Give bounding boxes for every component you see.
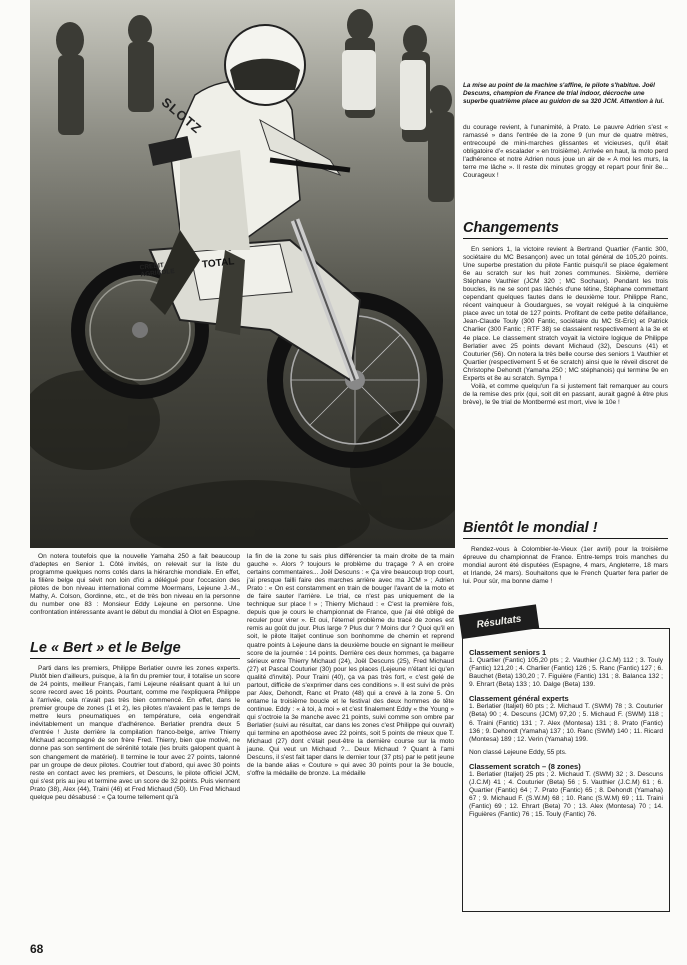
changements-paragraph-2: Voilà, et comme quelqu'un l'a si justement fait remarquer au cours de la remise des prix (qui, soit dit en passant, aurait gagné à être plus brève), le 9e trial de Montbermé est mort, vive le 10e ! <box>463 382 668 406</box>
mondial-text <box>463 546 668 586</box>
rider-photo <box>30 0 455 548</box>
results-non-classe: Non classé Lejeune Eddy, 55 pts. <box>469 748 567 756</box>
results-scratch-title: Classement scratch – (8 zones) <box>469 761 581 771</box>
results-box <box>462 628 670 912</box>
bert-belge-paragraph: Parti dans les premiers, Philippe Berlatier ouvre les zones experts. Plutôt bien d'ailleurs, puisque, à la fin du premier tour, il totalise un score de 24 points, meilleur Français, l'ami Lejeune réalisant quant à lui un score record avec 16 points. Pourtant, comme me l'expliquera Philippe à l'arrivée, cela n'avait pas très bien commencé. En effet, dans le premier groupe de zones (1 et 2), les pilotes n'avaient pas le temps de mettre leurs pneumatiques en température, cela engendrait inévitablement un manque d'adhérence. Berlatier prendra deux 5 d'entrée ! Juste derrière la compilation franco-belge, arrive Thierry Michaud accompagné de son frère Fred. Thierry, bien que motivé, ne donne pas son sentiment de sérénité totale (les bruits galopent quant à son changement de matériel). Il termine le tour avec 27 points, talonné par un groupe de deux pilotes. Coutrier tout d'abord, qui avec 30 points reste en contact avec les premiers, et Descuns, le pilote officiel JCM, qui s'est pris au jeu et termine avec un score de 32 points. Puis viennent Prato (38), Alex (44), Traini (46) et Fred Michaud (50). Un Fred Michaud quelque peu désabusé : « Ça tourne tellement qu'à <box>30 665 240 801</box>
rider-photo-illustration <box>30 0 455 548</box>
changements-text <box>463 246 668 407</box>
page-number: 68 <box>30 942 44 956</box>
sponsor-credit-agricole: CREDIT AGRICOLE <box>139 262 175 279</box>
middle-column-text <box>247 553 454 778</box>
sponsor-total: TOTAL <box>201 256 235 271</box>
results-experts-title: Classement général experts <box>469 694 569 704</box>
heading-bert-belge: Le « Bert » et le Belge <box>30 640 240 659</box>
rider-jersey-text: SLOTZ <box>158 94 205 137</box>
left-intro-paragraph: On notera toutefois que la nouvelle Yamaha 250 a fait beaucoup d'adeptes en Senior 1. Côté invités, on relevait sur la liste du programme quelques noms cotés dans la hiérarchie mondiale. En effet, la filière belge qui sévit non loin d'ici a délégué pour l'occasion des pilotes de bon niveau international comme Moermans, Lejeune J.-M., Mathy, A. Colson, Gordinne, etc., et de très bon niveau en la personne du number one 83 : Monsieur Eddy Lejeune en personne. Une confrontation intéressante avant le début du mondial à Olot en Espagne. <box>30 553 241 617</box>
bert-belge-text <box>30 665 240 802</box>
results-scratch-text: 1. Berlatier (Italjet) 25 pts ; 2. Michaud T. (SWM) 32 ; 3. Descuns (J.C.M) 41 ; 4. Couturier (Beta) 56 ; 5. Vauthier (J.C.M) 61 ; 6. Quartier (Fantic) 64 ; 7. Prato (Fantic) 65 ; 8. Dehondt (Yamaha) 67 ; 9. Michaud F. (S.W.M) 68 ; 10. Ranc (S.W.M) 69 ; 11. Traini (Fantic) 69 ; 12. Ehrart (Beta) 70 ; 13. Alex (Montesa) 70 ; 14. Figuières (Fantic) 76 ; 15. Touly (Fantic) 76. <box>469 770 663 819</box>
right-intro-text <box>463 124 668 180</box>
results-experts-text: 1. Berlatier (Italjet) 60 pts ; 2. Michaud T. (SWM) 78 ; 3. Couturier (Beta) 90 ; 4. Descuns (JCM) 97,20 ; 5. Michaud F. (SWM) 118 ; 6. Traini (Fantic) 131 ; 7. Alex (Montesa) 131 ; 8. Prato (Fantic) 136 ; 9. Dehondt (Yamaha) 137 ; 10. Ranc (SWM) 140 ; 11. Ricard (Montesa) 189 ; 12. Verin (Yamaha) 199. <box>469 703 663 743</box>
changements-paragraph-1: En seniors 1, la victoire revient à Bertrand Quartier (Fantic 300, sociétaire du MC Besançon) avec un total général de 105,20 points. Une superbe prestation du pilote Fantic puisqu'il se place également 6e au scratch sur les huit zones communes. Sixième, derrière Stéphane Vauthier (JCM 320 ; MC Sochaux). Pendant les trois boucles, ils ne se sont pas lâchés d'une tétine, Stéphane commettant cependant quelques fautes dans le deuxième tour. Philippe Ranc, récent vainqueur à Goudargues, se voyait relégué à la cinquième place avec un total de 127 points. Profitant de cette petite défaillance, Jean-Claude Touly (300 Fantic, sociétaire du MC St-Eric) et Patrick Charlier (300 Fantic ; RTF 38) se classaient respectivement à la 3e et 4e place. Le classement stratch voyait la victoire logique de Philippe Berlatier avec 25 points devant Michaud (32), Descuns (41) et Couturier (56). On notera la très belle course des seniors 1 Vauthier et Quartier (respectivement 5 et 6e scratch) ainsi que le réveil discret de Christophe Dehondt (Yamaha 250 ; MC stéphanois) qui termine 9e en Experts et 8e au scratch. Sympa ! <box>463 246 668 382</box>
heading-changements: Changements <box>463 220 668 239</box>
middle-column-paragraph: la fin de la zone tu sais plus différencier ta main droite de ta main gauche ». Alors ? toujours le problème du traçage ? A en croire certains commentaires... Joël Descuns : « Ça vire beaucoup trop court, j'ai presque failli faire des marches arrière avec ma JCM » ; Adrien Prato : « On est constamment en train de bouger l'avant de la moto et de faire sauter l'arrière. Le trial, ce n'est pas uniquement de la technique sur place ! » ; Thierry Michaud : « C'est la première fois, depuis que je cours le championnat de France, que j'ai été obligé de reculer pour virer ». Et oui, l'éternel problème du tracé de zones est remis au goût du jour. Plus large ? Plus dur ? Moins dur ? Quoi qu'il en soit, le pilote Italjet continue son bonhomme de chemin et reprend quatre points à Lejeune dans la deuxième boucle en signant le meilleur score de la journée : 14 points. Derrière ces deux hommes, ça bagarre sérieux entre Thierry Michaud (24), Joël Descuns (25), Fred Michaud (27) et Pascal Couturier (30) pour les places (Lejeune n'étant ici qu'en qualité d'invité). Pour Traini (40), ça va pas très fort, « c'est gelé de partout, difficile de s'exprimer dans ces conditions ». Il est suivi de près par Alex, Dehondt, Ranc et Prato (48) qui a crevé à la zone 5. On entame la troisième boucle et le festival des deux hommes de tête continue. Eddy : « à toi, à moi » et c'est finalement Eddy « the Young » qui s'octroie la 3e manche avec 21 points, suivi comme son ombre par Berlatier (suivi au résultat, car dans les zones c'est Philippe qui ouvrait) qui termine en apothéose avec 22 points, soit 5 points de mieux que T. Michaud (27) dont c'était peut-être la dernière course sur la moto jaune. Qui veut un Michaud ?... Deux Michaud ? Quant à l'ami Descuns, il s'est fait taper dans le dernier tour (37 pts) par le petit jeune de la bande alias « Couture » qui avec 30 points pour la 3e boucle, s'offre la médaille de bronze. La médaille <box>247 553 454 778</box>
photo-caption: La mise au point de la machine s'affine, le pilote s'habitue. Joël Descuns, champion de France de trial indoor, décroche une superbe quatrième place au guidon de sa 320 JCM. Attention à lui. <box>463 82 665 106</box>
heading-mondial: Bientôt le mondial ! <box>463 520 668 539</box>
left-intro-text <box>30 553 240 617</box>
results-content <box>463 629 669 824</box>
mondial-paragraph: Rendez-vous à Colombier-le-Vieux (1er avril) pour la troisième épreuve du championnat de France. Entre-temps trois manches du mondial auront été disputées (Espagne, 4 mars, Angleterre, 18 mars et Irlande, 24 mars). Souhaitons que le French Quarter fera parler de lui. Pour sûr, ma bonne dame ! <box>463 546 668 586</box>
results-tab: Résultats <box>459 604 540 639</box>
results-seniors-text: 1. Quartier (Fantic) 105,20 pts ; 2. Vauthier (J.C.M) 112 ; 3. Touly (Fantic) 121,20 ; 4. Charlier (Fantic) 126 ; 5. Ranc (Fantic) 127 ; 6. Bauchet (Beta) 130,20 ; 7. Figuière (Fantic) 131 ; 8. Balanca 132 ; 9. Ehrart (Beta) 133 ; 10. Dalge (Beta) 139. <box>469 657 663 689</box>
right-intro-paragraph: du courage revient, à l'unanimité, à Prato. Le pauvre Adrien s'est « ramassé » dans l'entrée de la zone 9 (un mur de quatre mètres, entrecoupé de mini-marches glissantes et vicieuses, qu'il était obligatoire d'« escalader » en troisième). Arrivée en haut, la moto perd l'adhérence et notre Adrien nous joue un air de « A moi les murs, la terre me lâche ». Il reste dix minutes groggy et repart pour finir 8e... Courageux ! <box>463 124 668 180</box>
results-seniors-title: Classement seniors 1 <box>469 648 547 657</box>
